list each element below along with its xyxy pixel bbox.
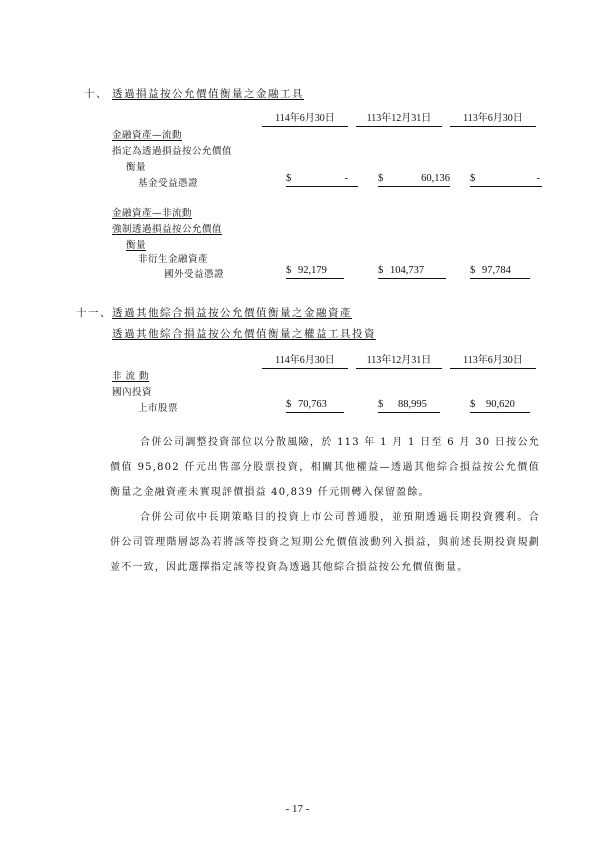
fund-value-1	[286, 173, 358, 189]
foreign-value-3	[470, 265, 542, 281]
fund-label: 基金受益憑證	[138, 178, 199, 189]
fund-value-3	[470, 173, 542, 189]
section-11-subtitle: 透過其他綜合損益按公允價值衡量之權益工具投資	[112, 328, 376, 340]
value: 60,136	[421, 173, 450, 184]
currency-symbol: $	[470, 173, 476, 184]
paragraph-2: 合併公司依中長期策略目的投資上市公司普通股，並預期透過長期投資獲利。合併公司管理階層認為若將該等投資之短期公允價值波動列入損益，與前述長期投資規劃並不一致，因此選擇指定該等投資為透過其他綜合損益按公允價值衡量。	[110, 512, 540, 573]
column-header-1: 114年6月30日	[262, 351, 348, 369]
currency-symbol: $	[470, 399, 476, 410]
value: 88,995	[398, 399, 427, 410]
section-11-number: 十一、	[76, 307, 112, 319]
foreign-value-1	[286, 265, 358, 281]
domestic-investment-label: 國內投資	[112, 387, 153, 398]
value: 104,737	[390, 265, 425, 276]
section-10-number: 十、	[84, 88, 108, 100]
column-header-3: 113年6月30日	[450, 351, 536, 369]
section-11-title: 透過其他綜合損益按公允價值衡量之金融資產	[112, 307, 352, 319]
currency-symbol: $	[378, 265, 384, 276]
value: 97,784	[482, 265, 511, 276]
value: -	[344, 173, 348, 184]
nonderivative-label: 非衍生金融資產	[138, 254, 209, 265]
current-assets-heading: 金融資產—流動	[112, 130, 183, 141]
listed-value-1	[286, 399, 358, 415]
column-header-2: 113年12月31日	[356, 351, 442, 369]
currency-symbol: $	[286, 173, 292, 184]
value: 70,763	[298, 399, 327, 410]
foreign-value-2	[378, 265, 450, 281]
listed-value-3	[470, 399, 542, 415]
value: 90,620	[486, 399, 515, 410]
fund-value-2	[378, 173, 450, 189]
value: 92,179	[298, 265, 327, 276]
paragraph-1: 合併公司調整投資部位以分散風險，於 113 年 1 月 1 日至 6 月 30 日按公允價值 95,802 仟元出售部分股票投資，相關其他權益—透過其他綜合損益按公允價值衡量之金融資產未實現評價損益 40,839 仟元則轉入保留盈餘。	[110, 437, 540, 498]
currency-symbol: $	[286, 265, 292, 276]
currency-symbol: $	[378, 173, 384, 184]
page-number: - 17 -	[285, 803, 310, 815]
fvtpl-designated-line2: 衡量	[126, 162, 147, 173]
column-header-2: 113年12月31日	[356, 109, 442, 127]
noncurrent-heading: 非 流 動	[112, 371, 150, 382]
currency-symbol: $	[378, 399, 384, 410]
value: -	[536, 173, 540, 184]
section-10-title: 透過損益按公允價值衡量之金融工具	[112, 88, 304, 100]
fvtpl-mandatory-line1: 強制透過損益按公允價值	[112, 224, 223, 235]
foreign-fund-label: 國外受益憑證	[164, 269, 225, 280]
fvtpl-mandatory-line2: 衡量	[126, 240, 147, 251]
column-header-1: 114年6月30日	[262, 109, 348, 127]
column-header-3: 113年6月30日	[450, 109, 536, 127]
currency-symbol: $	[286, 399, 292, 410]
noncurrent-assets-heading: 金融資產—非流動	[112, 208, 193, 219]
fvtpl-designated-line1: 指定為透過損益按公允價值	[112, 146, 233, 157]
explanatory-text	[110, 430, 540, 580]
currency-symbol: $	[470, 265, 476, 276]
listed-stocks-label: 上市股票	[138, 403, 179, 414]
listed-value-2	[378, 399, 450, 415]
